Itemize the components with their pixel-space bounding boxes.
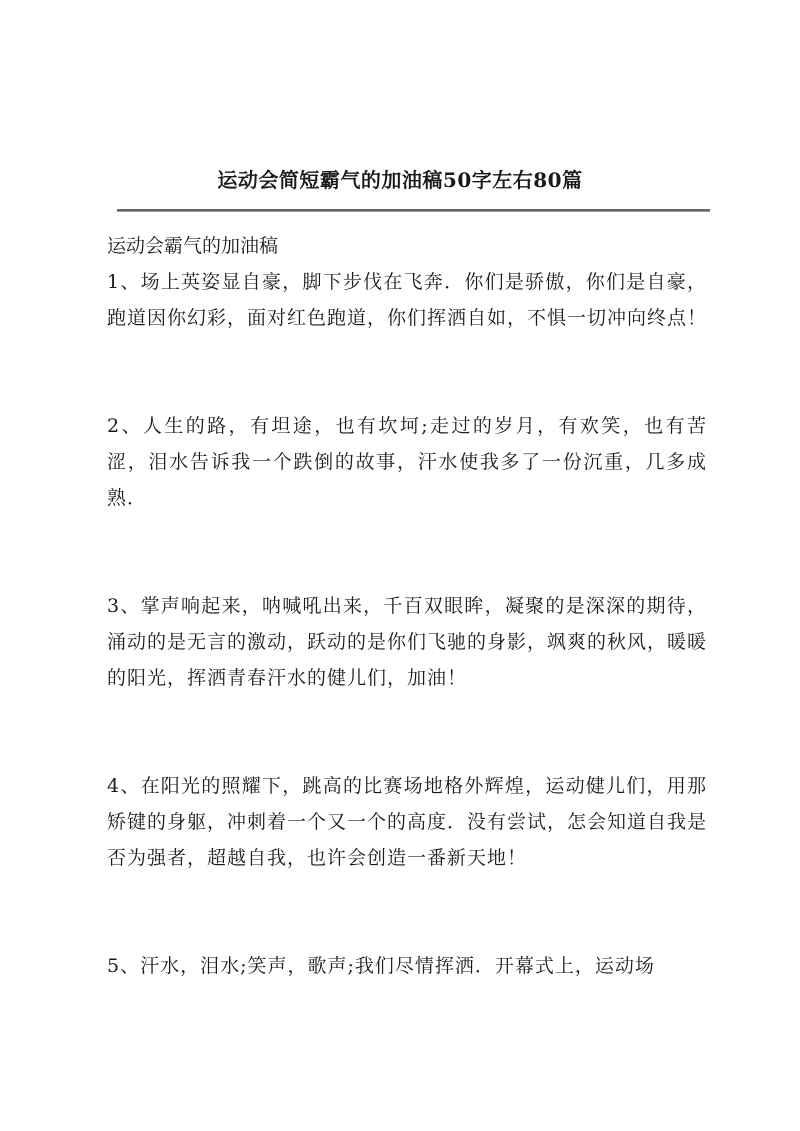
paragraph-5: 5、汗水，泪水;笑声，歌声;我们尽情挥洒．开幕式上，运动场	[107, 955, 655, 977]
document-body	[107, 228, 707, 984]
paragraph-4: 4、在阳光的照耀下，跳高的比赛场地格外辉煌，运动健儿们，用那矫键的身躯，冲刺着一个又一个的高度．没有尝试，怎会知道自我是否为强者，超越自我，也许会创造一番新天地！	[107, 775, 708, 869]
paragraph-1: 1、场上英姿显自豪，脚下步伐在飞奔．你们是骄傲，你们是自豪，跑道因你幻彩，面对红色跑道，你们挥洒自如，不惧一切冲向终点！	[107, 271, 708, 329]
section-heading: 运动会霸气的加油稿	[107, 235, 279, 257]
title-divider	[117, 209, 710, 212]
paragraph-2: 2、人生的路，有坦途，也有坎坷;走过的岁月，有欢笑，也有苦涩，泪水告诉我一个跌倒的故事，汗水使我多了一份沉重，几多成熟．	[107, 415, 707, 509]
paragraph-3: 3、掌声响起来，呐喊吼出来，千百双眼眸，凝聚的是深深的期待，涌动的是无言的激动，跃动的是你们飞驰的身影，飒爽的秋风，暖暖的阳光，挥洒青春汗水的健儿们，加油！	[107, 595, 708, 689]
page-title: 运动会简短霸气的加油稿50字左右80篇	[217, 168, 583, 192]
